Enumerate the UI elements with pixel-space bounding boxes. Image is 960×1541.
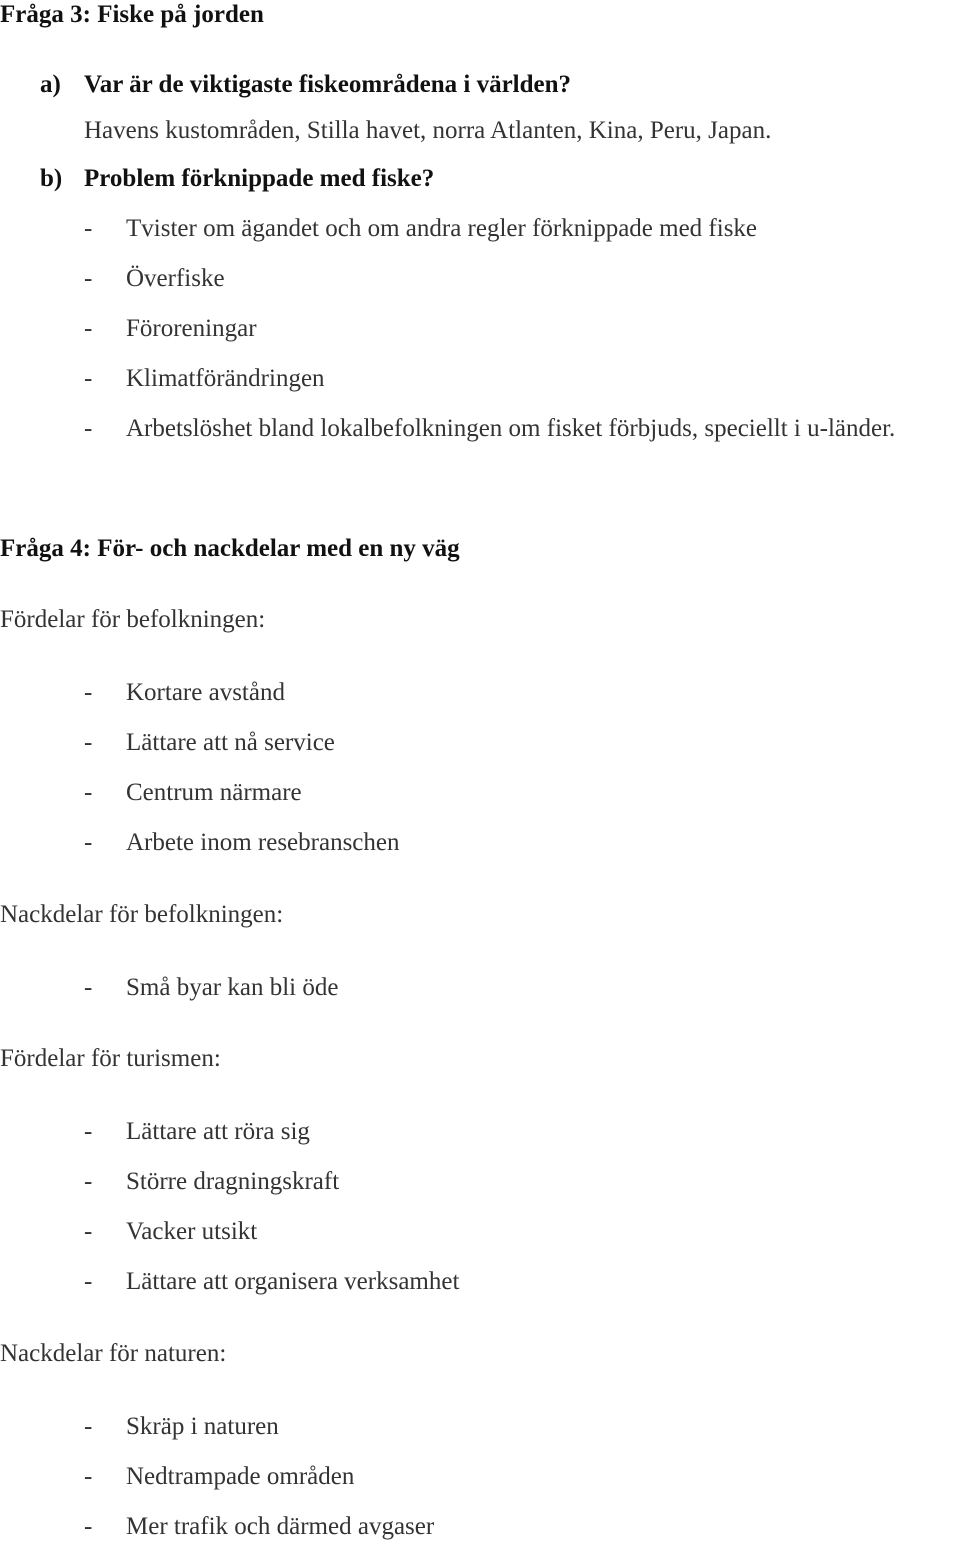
- question-3a-marker: a): [40, 71, 61, 98]
- list-dash: -: [84, 1218, 93, 1245]
- list-item-text: Lättare att organisera verksamhet: [126, 1268, 460, 1295]
- list-item-text: Lättare att nå service: [126, 729, 335, 756]
- question-3a-text: Var är de viktigaste fiskeområdena i världen?: [84, 71, 572, 98]
- question-3b-marker: b): [40, 165, 63, 192]
- section-heading: Fördelar för turismen:: [0, 1045, 221, 1072]
- list-dash: -: [84, 974, 93, 1001]
- list-dash: -: [84, 215, 93, 242]
- list-dash: -: [84, 1413, 93, 1440]
- question-3-title: Fråga 3: Fiske på jorden: [0, 1, 264, 28]
- section-heading: Fördelar för befolkningen:: [0, 606, 266, 633]
- list-dash: -: [84, 415, 93, 442]
- list-item-text: Större dragningskraft: [126, 1168, 340, 1195]
- list-item-text: Små byar kan bli öde: [126, 974, 339, 1001]
- list-dash: -: [84, 1168, 93, 1195]
- list-item-text: Arbete inom resebranschen: [126, 829, 400, 856]
- list-item-text: Arbetslöshet bland lokalbefolkningen om fisket förbjuds, speciellt i u-länder.: [126, 415, 896, 442]
- section-heading: Nackdelar för naturen:: [0, 1340, 227, 1367]
- list-item-text: Centrum närmare: [126, 779, 302, 806]
- list-dash: -: [84, 679, 93, 706]
- list-dash: -: [84, 1513, 93, 1540]
- section-heading: Nackdelar för befolkningen:: [0, 901, 284, 928]
- list-item-text: Överfiske: [126, 265, 225, 292]
- question-3a-answer: Havens kustområden, Stilla havet, norra Atlanten, Kina, Peru, Japan.: [84, 117, 772, 144]
- list-item-text: Tvister om ägandet och om andra regler förknippade med fiske: [126, 215, 758, 242]
- list-dash: -: [84, 365, 93, 392]
- question-3b-text: Problem förknippade med fiske?: [84, 165, 435, 192]
- list-item-text: Nedtrampade områden: [126, 1463, 355, 1490]
- list-item-text: Skräp i naturen: [126, 1413, 279, 1440]
- list-dash: -: [84, 729, 93, 756]
- list-item-text: Föroreningar: [126, 315, 257, 342]
- question-4-title: Fråga 4: För- och nackdelar med en ny väg: [0, 535, 460, 562]
- list-item-text: Klimatförändringen: [126, 365, 325, 392]
- list-dash: -: [84, 829, 93, 856]
- list-dash: -: [84, 1463, 93, 1490]
- list-item-text: Mer trafik och därmed avgaser: [126, 1513, 435, 1540]
- list-item-text: Kortare avstånd: [126, 679, 285, 706]
- list-dash: -: [84, 779, 93, 806]
- list-dash: -: [84, 1268, 93, 1295]
- list-dash: -: [84, 315, 93, 342]
- list-item-text: Lättare att röra sig: [126, 1118, 310, 1145]
- list-dash: -: [84, 265, 93, 292]
- list-item-text: Vacker utsikt: [126, 1218, 258, 1245]
- list-dash: -: [84, 1118, 93, 1145]
